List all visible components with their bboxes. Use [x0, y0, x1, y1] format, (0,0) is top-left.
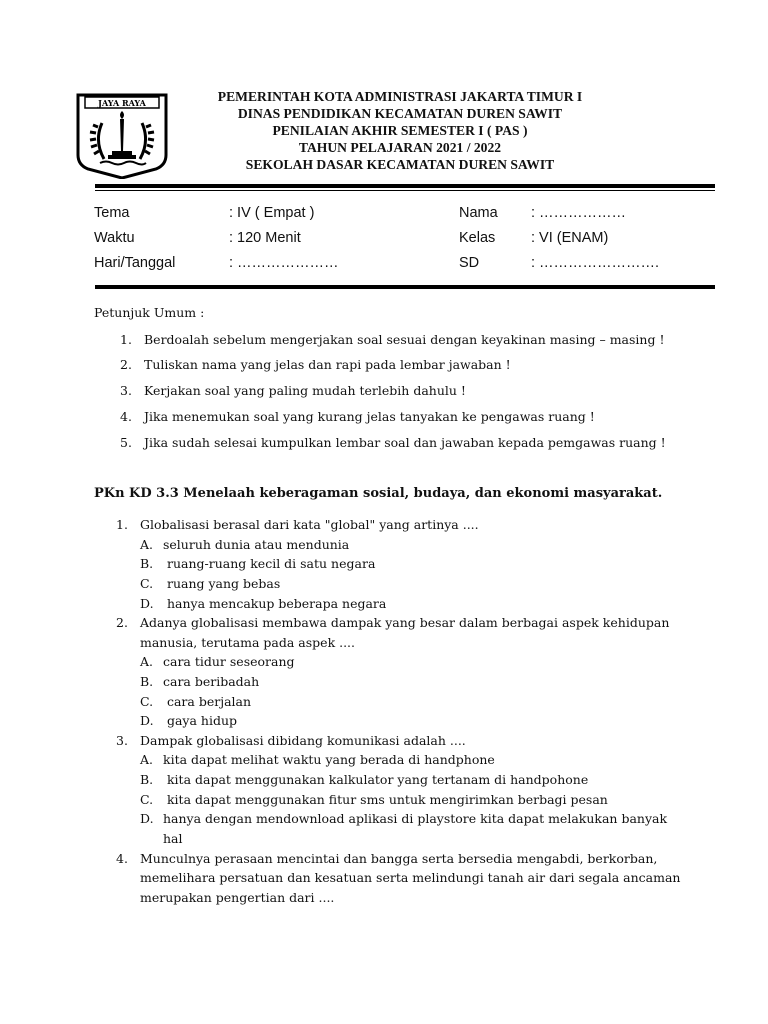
- option-letter: B.: [140, 772, 154, 787]
- header-divider-top-thin: [95, 190, 715, 191]
- option-text: gaya hidup: [163, 713, 238, 728]
- option-letter: C.: [140, 694, 154, 709]
- option-text: ruang-ruang kecil di satu negara: [163, 556, 376, 571]
- instruction-number: 4.: [120, 409, 132, 424]
- question-text: manusia, terutama pada aspek ....: [140, 635, 356, 650]
- info-label-tema: Tema: [94, 205, 130, 221]
- instruction-number: 3.: [120, 383, 132, 398]
- instructions-heading: Petunjuk Umum :: [94, 305, 205, 320]
- info-divider: [95, 285, 715, 289]
- question-number: 1.: [116, 517, 128, 532]
- header-divider-top: [95, 184, 715, 188]
- info-label-nama: Nama: [459, 205, 498, 221]
- question-text: Munculnya perasaan mencintai dan bangga serta bersedia mengabdi, berkorban,: [140, 851, 658, 866]
- option-text: cara tidur seseorang: [163, 654, 295, 669]
- info-label-waktu: Waktu: [94, 230, 135, 246]
- question-text: Globalisasi berasal dari kata "global" yang artinya ....: [140, 517, 479, 532]
- option-text: ruang yang bebas: [163, 576, 281, 591]
- info-value-kelas: : VI (ENAM): [531, 230, 609, 246]
- option-text: cara beribadah: [163, 674, 260, 689]
- option-letter: C.: [140, 792, 154, 807]
- instruction-text: Jika sudah selesai kumpulkan lembar soal dan jawaban kepada pemgawas ruang !: [144, 435, 666, 450]
- header-line-3: PENILAIAN AKHIR SEMESTER I ( PAS ): [272, 123, 528, 138]
- instruction-number: 2.: [120, 357, 132, 372]
- jaya-raya-logo: [76, 93, 168, 179]
- option-letter: D.: [140, 713, 154, 728]
- header-line-4: TAHUN PELAJARAN 2021 / 2022: [298, 140, 502, 155]
- question-text: memelihara persatuan dan kesatuan serta melindungi tanah air dari segala ancaman: [140, 870, 681, 885]
- instruction-text: Berdoalah sebelum mengerjakan soal sesuai dengan keyakinan masing – masing !: [144, 332, 665, 347]
- option-letter: A.: [140, 537, 154, 552]
- option-letter: D.: [140, 811, 154, 826]
- option-letter: B.: [140, 674, 154, 689]
- question-text: Adanya globalisasi membawa dampak yang besar dalam berbagai aspek kehidupan: [140, 615, 670, 630]
- info-label-hari-tanggal: Hari/Tanggal: [94, 255, 176, 271]
- option-letter: A.: [140, 752, 154, 767]
- instruction-text: Jika menemukan soal yang kurang jelas tanyakan ke pengawas ruang !: [144, 409, 595, 424]
- option-text: hanya dengan mendownload aplikasi di playstore kita dapat melakukan banyak: [163, 811, 668, 826]
- instruction-text: Tuliskan nama yang jelas dan rapi pada lembar jawaban !: [144, 357, 511, 372]
- school-header: [170, 88, 630, 173]
- question-number: 4.: [116, 851, 128, 866]
- option-text: hal: [163, 831, 183, 846]
- info-value-tema: : IV ( Empat ): [229, 205, 315, 221]
- option-text: hanya mencakup beberapa negara: [163, 596, 387, 611]
- info-label-sd: SD: [459, 255, 480, 271]
- option-letter: B.: [140, 556, 154, 571]
- option-letter: D.: [140, 596, 154, 611]
- option-text: cara berjalan: [163, 694, 252, 709]
- info-label-kelas: Kelas: [459, 230, 496, 246]
- info-value-waktu: : 120 Menit: [229, 230, 301, 246]
- info-value-sd: : …………………….: [531, 255, 660, 271]
- instruction-text: Kerjakan soal yang paling mudah terlebih dahulu !: [144, 383, 466, 398]
- info-value-hari-tanggal: : …………………: [229, 255, 339, 271]
- option-text: kita dapat melihat waktu yang berada di handphone: [163, 752, 495, 767]
- header-line-2: DINAS PENDIDIKAN KECAMATAN DUREN SAWIT: [237, 106, 563, 121]
- question-text: Dampak globalisasi dibidang komunikasi adalah ....: [140, 733, 466, 748]
- section-title: PKn KD 3.3 Menelaah keberagaman sosial, budaya, dan ekonomi masyarakat.: [94, 486, 663, 501]
- info-value-nama: : ………………: [531, 205, 627, 221]
- question-number: 3.: [116, 733, 128, 748]
- instruction-number: 1.: [120, 332, 132, 347]
- instruction-number: 5.: [120, 435, 132, 450]
- option-text: seluruh dunia atau mendunia: [163, 537, 350, 552]
- logo-text: JAYA RAYA: [98, 98, 146, 108]
- option-letter: C.: [140, 576, 154, 591]
- header-line-5: SEKOLAH DASAR KECAMATAN DUREN SAWIT: [245, 157, 555, 172]
- header-line-1: PEMERINTAH KOTA ADMINISTRASI JAKARTA TIMUR I: [217, 89, 583, 104]
- option-letter: A.: [140, 654, 154, 669]
- option-text: kita dapat menggunakan kalkulator yang tertanam di handpohone: [163, 772, 589, 787]
- question-text: merupakan pengertian dari ....: [140, 890, 335, 905]
- question-number: 2.: [116, 615, 128, 630]
- option-text: kita dapat menggunakan fitur sms untuk mengirimkan berbagi pesan: [163, 792, 608, 807]
